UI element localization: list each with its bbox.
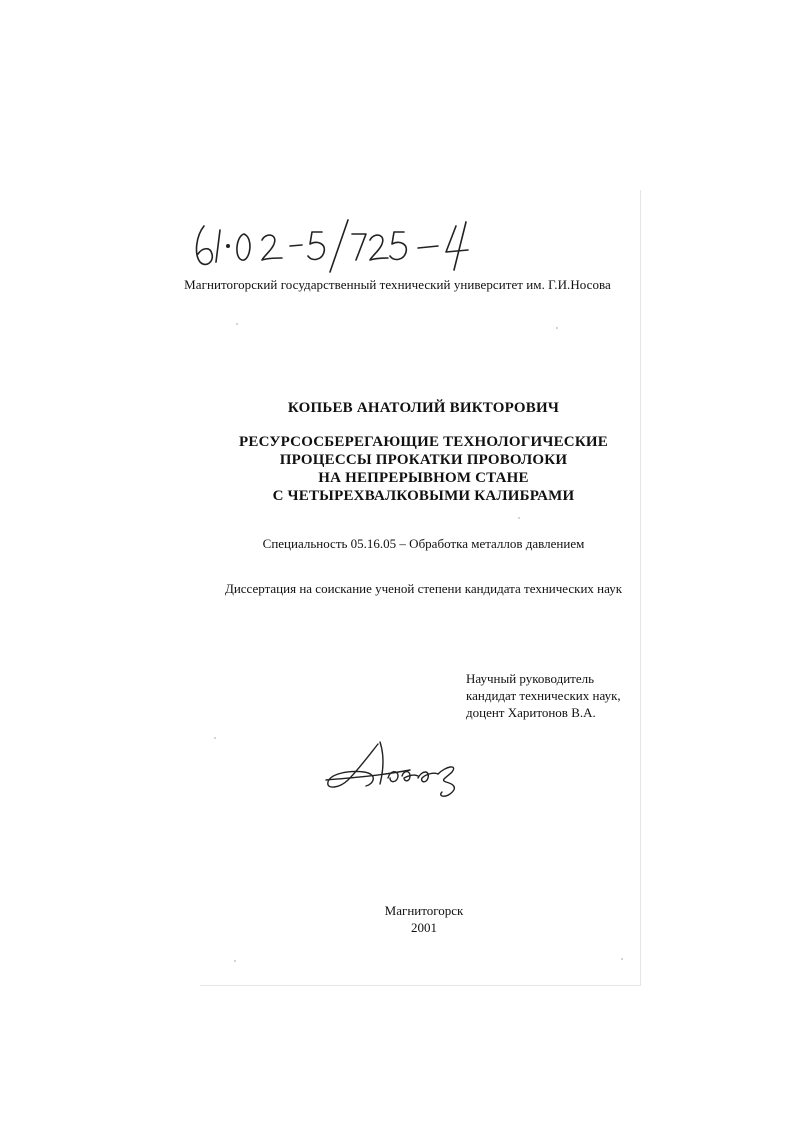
supervisor-block bbox=[466, 670, 621, 721]
city: Магнитогорск bbox=[384, 903, 464, 918]
scan-speck bbox=[518, 517, 520, 519]
title-line: С ЧЕТЫРЕХВАЛКОВЫМИ КАЛИБРАМИ bbox=[272, 488, 575, 504]
scan-speck bbox=[556, 327, 558, 329]
specialty-line: Специальность 05.16.05 – Обработка металлов давлением bbox=[262, 536, 585, 551]
dissertation-title bbox=[0, 433, 795, 505]
supervisor-line: Научный руководитель bbox=[466, 671, 595, 686]
title-line: НА НЕПРЕРЫВНОМ СТАНЕ bbox=[318, 470, 529, 486]
supervisor-line: кандидат технических наук, bbox=[466, 688, 621, 703]
university-name: Магнитогорский государственный технический университет им. Г.И.Носова bbox=[184, 277, 611, 292]
city-year-block bbox=[374, 902, 474, 936]
title-line: РЕСУРСОСБЕРЕГАЮЩИЕ ТЕХНОЛОГИЧЕСКИЕ bbox=[239, 434, 608, 450]
scan-speck bbox=[234, 960, 236, 962]
handwritten-archive-code bbox=[190, 212, 480, 274]
year: 2001 bbox=[411, 920, 437, 935]
title-line: ПРОЦЕССЫ ПРОКАТКИ ПРОВОЛОКИ bbox=[279, 452, 568, 468]
signature-drawing bbox=[318, 740, 468, 810]
scan-speck bbox=[236, 323, 238, 325]
scan-speck bbox=[621, 958, 623, 960]
handwritten-signature bbox=[318, 740, 468, 810]
handwritten-code-drawing bbox=[190, 212, 480, 274]
supervisor-line: доцент Харитонов В.А. bbox=[466, 705, 596, 720]
author-name: КОПЬЕВ АНАТОЛИЙ ВИКТОРОВИЧ bbox=[287, 400, 560, 416]
dissertation-degree-line: Диссертация на соискание ученой степени кандидата технических наук bbox=[224, 581, 623, 596]
scan-speck bbox=[214, 737, 216, 739]
